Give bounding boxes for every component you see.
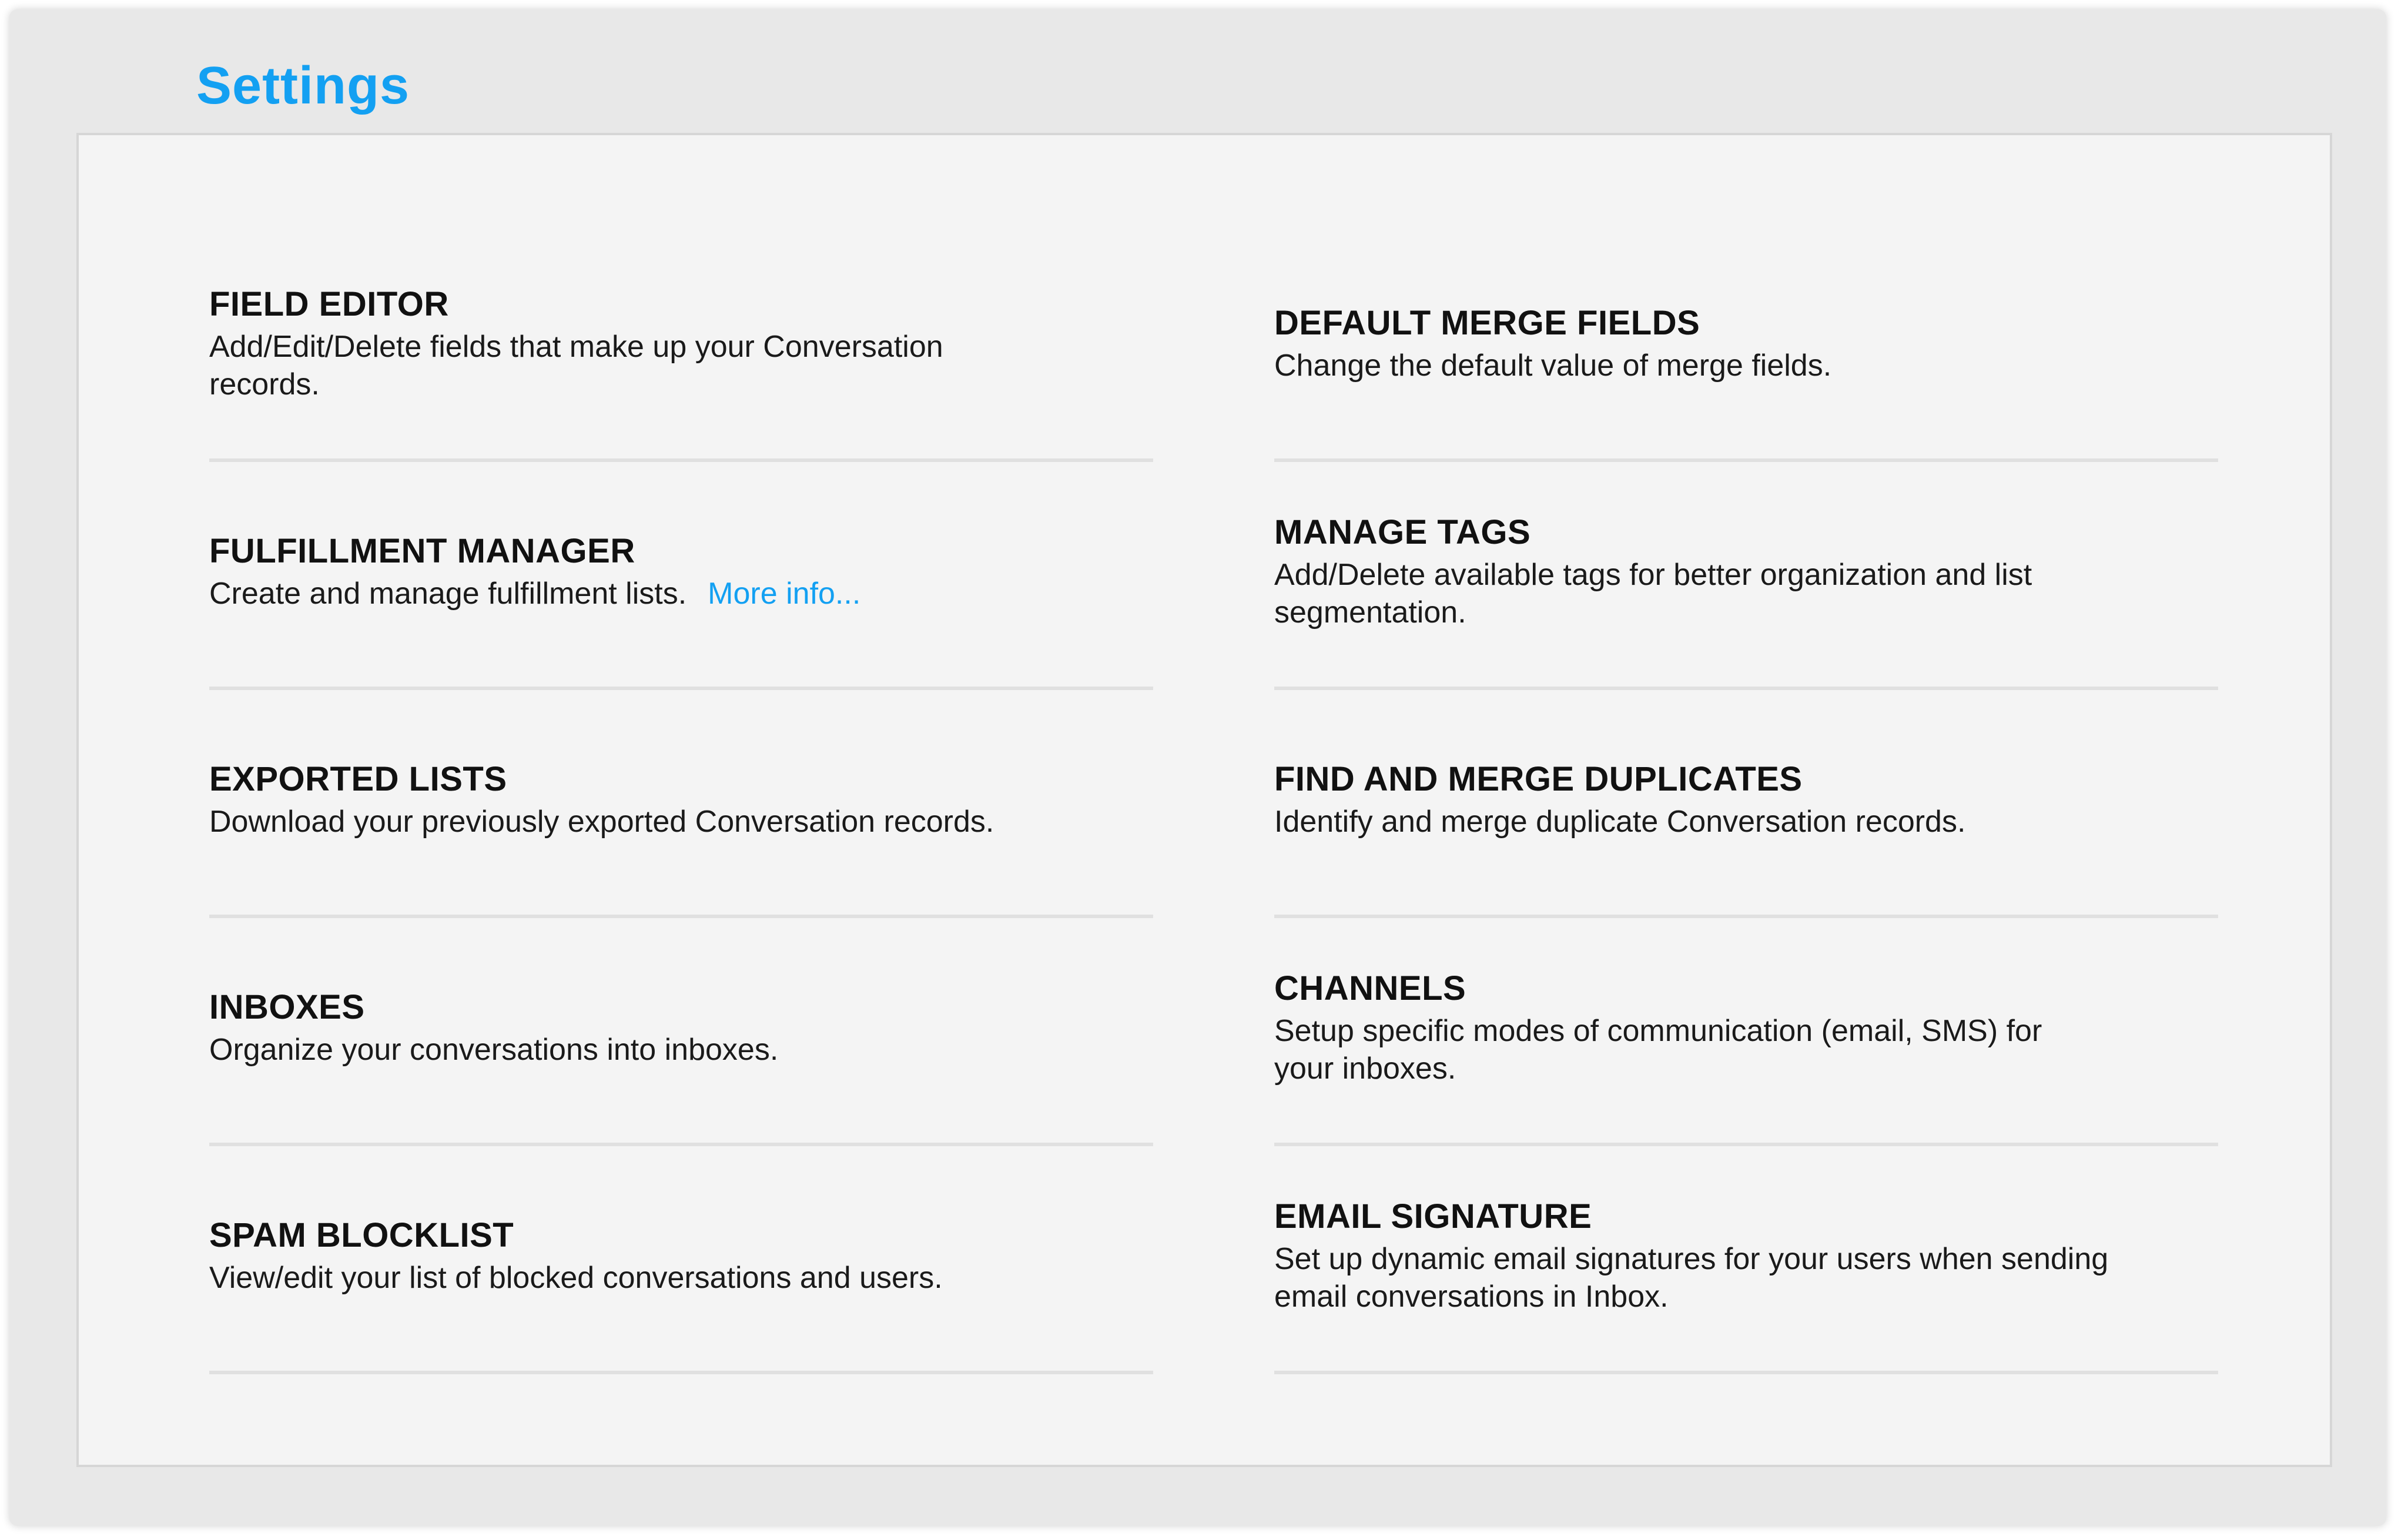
setting-description: Organize your conversations into inboxes. — [209, 1033, 779, 1067]
setting-description: Setup specific modes of communication (email, SMS) for your inboxes. — [1274, 1014, 2042, 1086]
setting-find-and-merge-duplicates[interactable] — [1274, 690, 2218, 918]
setting-exported-lists[interactable] — [209, 690, 1153, 918]
setting-description: Add/Edit/Delete fields that make up your Conversation records. — [209, 330, 943, 401]
setting-manage-tags[interactable] — [1274, 462, 2218, 690]
setting-fulfillment-manager[interactable] — [209, 462, 1153, 690]
setting-inboxes[interactable] — [209, 918, 1153, 1146]
setting-title[interactable]: SPAM BLOCKLIST — [209, 1216, 514, 1254]
setting-description: Identify and merge duplicate Conversation records. — [1274, 805, 1966, 839]
setting-description: Create and manage fulfillment lists. — [209, 577, 687, 611]
setting-title[interactable]: MANAGE TAGS — [1274, 513, 1531, 551]
setting-description: Download your previously exported Conversation records. — [209, 805, 994, 839]
settings-column-left — [209, 234, 1153, 1374]
settings-window — [9, 9, 2386, 1526]
setting-channels[interactable] — [1274, 918, 2218, 1146]
setting-description: View/edit your list of blocked conversations and users. — [209, 1261, 943, 1295]
setting-title[interactable]: FIND AND MERGE DUPLICATES — [1274, 760, 1803, 798]
setting-title[interactable]: EMAIL SIGNATURE — [1274, 1197, 1592, 1236]
setting-title[interactable]: EXPORTED LISTS — [209, 760, 507, 798]
setting-description: Add/Delete available tags for better organization and list segmentation. — [1274, 558, 2032, 630]
setting-description-row — [209, 575, 1044, 612]
setting-title[interactable]: DEFAULT MERGE FIELDS — [1274, 304, 1700, 342]
setting-title[interactable]: CHANNELS — [1274, 969, 1466, 1007]
settings-panel — [76, 133, 2332, 1467]
page-title: Settings — [196, 56, 410, 115]
setting-spam-blocklist[interactable] — [209, 1146, 1153, 1374]
settings-column-right — [1274, 234, 2218, 1374]
setting-title[interactable]: FIELD EDITOR — [209, 285, 449, 323]
more-info-link[interactable]: More info... — [708, 577, 861, 611]
setting-default-merge-fields[interactable] — [1274, 234, 2218, 462]
setting-title[interactable]: INBOXES — [209, 988, 365, 1026]
setting-title[interactable]: FULFILLMENT MANAGER — [209, 532, 635, 570]
setting-email-signature[interactable] — [1274, 1146, 2218, 1374]
setting-description: Set up dynamic email signatures for your users when sending email conversations in Inbox. — [1274, 1242, 2109, 1314]
setting-field-editor[interactable] — [209, 234, 1153, 462]
setting-description: Change the default value of merge fields. — [1274, 349, 1832, 383]
